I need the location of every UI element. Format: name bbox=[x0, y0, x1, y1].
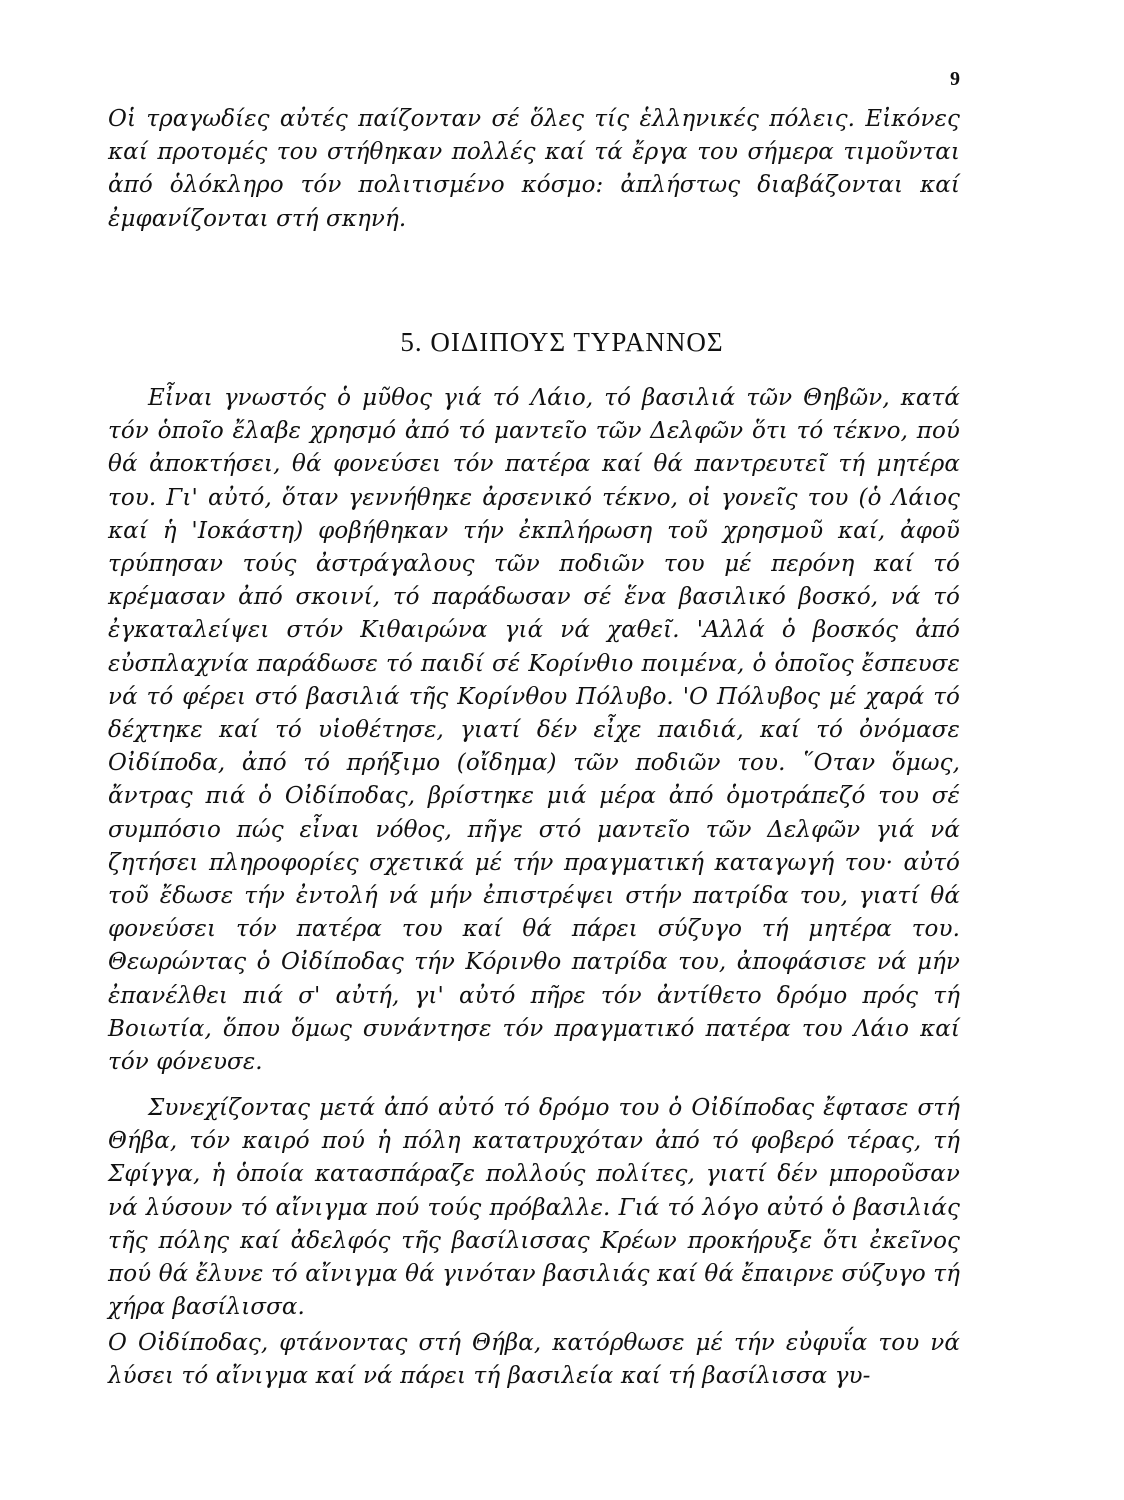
intro-paragraph: Οἱ τραγωδίες αὐτές παίζονταν σέ ὅλες τίς ἑλληνικές πόλεις. Εἰκόνες καί προτομές του στήθηκαν πολλές καί τά ἔργα του σήμερα τιμοῦνται ἀπό ὁλόκληρο τόν πολιτισμένο κόσμο: ἀπλήστως διαβάζονται καί ἐμφανίζονται στή σκηνή. bbox=[108, 106, 960, 232]
body-paragraph-1: Εἶναι γνωστός ὁ μῦθος γιά τό Λάιο, τό βασιλιά τῶν Θηβῶν, κατά τόν ὁποῖο ἔλαβε χρησμό ἀπό τό μαντεῖο τῶν Δελφῶν ὅτι τό τέκνο, πού θά ἀποκτήσει, θά φονεύσει τόν πατέρα καί θά παντρευτεῖ τή μητέρα του. Γι' αὐτό, ὅταν γεννήθηκε ἀρσενικό τέκνο, οἱ γονεῖς του (ὁ Λάιος καί ἡ 'Ιοκάστη) φοβήθηκαν τήν ἐκπλήρωση τοῦ χρησμοῦ καί, ἀφοῦ τρύπησαν τούς ἀστράγαλους τῶν ποδιῶν του μέ περόνη καί τό κρέμασαν ἀπό σκοινί, τό παράδωσαν σέ ἕνα βασιλικό βοσκό, νά τό ἐγκαταλείψει στόν Κιθαιρώνα γιά νά χαθεῖ. 'Αλλά ὁ βοσκός ἀπό εὐσπλαχνία παράδωσε τό παιδί σέ Κορίνθιο ποιμένα, ὁ ὁποῖος ἔσπευσε νά τό φέρει στό βασιλιά τῆς Κορίνθου Πόλυβο. 'Ο Πόλυβος μέ χαρά τό δέχτηκε καί τό υἱοθέτησε, γιατί δέν εἶχε παιδιά, καί τό ὀνόμασε Οἰδίποδα, ἀπό τό πρήξιμο (οἴδημα) τῶν ποδιῶν του. ῞Οταν ὅμως, ἄντρας πιά ὁ Οἰδίποδας, βρίστηκε μιά μέρα ἀπό ὁμοτράπεζό του σέ συμπόσιο πώς εἶναι νόθος, πῆγε στό μαντεῖο τῶν Δελφῶν γιά νά ζητήσει πληροφορίες σχετικά μέ τήν πραγματική καταγωγή του· αὐτό τοῦ ἔδωσε τήν ἐντολή νά μήν ἐπιστρέψει στήν πατρίδα του, γιατί θά φονεύσει τόν πατέρα του καί θά πάρει σύζυγο τή μητέρα του. Θεωρώντας ὁ Οἰδίποδας τήν Κόρινθο πατρίδα του, ἀποφάσισε νά μήν ἐπανέλθει πιά σ' αὐτή, γι' αὐτό πῆρε τόν ἀντίθετο δρόμο πρός τή Βοιωτία, ὅπου ὅμως συνάντησε τόν πραγματικό πατέρα του Λάιο καί τόν φόνευσε. bbox=[108, 385, 960, 1076]
body-paragraph-2: Συνεχίζοντας μετά ἀπό αὐτό τό δρόμο του ὁ Οἰδίποδας ἔφτασε στή Θήβα, τόν καιρό πού ἡ πόλη κατατρυχόταν ἀπό τό φοβερό τέρας, τή Σφίγγα, ἡ ὁποία κατασπάραζε πολλούς πολίτες, γιατί δέν μποροῦσαν νά λύσουν τό αἴνιγμα πού τούς πρόβαλλε. Γιά τό λόγο αὐτό ὁ βασιλιάς τῆς πόλης καί ἀδελφός τῆς βασίλισσας Κρέων προκήρυξε ὅτι ἐκεῖνος πού θά ἔλυνε τό αἴνιγμα θά γινόταν βασιλιάς καί θά ἔπαιρνε σύζυγο τή χήρα βασίλισσα. bbox=[108, 1095, 960, 1321]
page-number: 9 bbox=[950, 68, 960, 90]
body-paragraph-3: Ο Οἰδίποδας, φτάνοντας στή Θήβα, κατόρθωσε μέ τήν εὐφυΐα του νά λύσει τό αἴνιγμα καί νά πάρει τή βασιλεία καί τή βασίλισσα γυ- bbox=[108, 1330, 960, 1390]
section-heading: 5. ΟΙΔΙΠΟΥΣ ΤΥΡΑΝΝΟΣ bbox=[400, 327, 724, 357]
